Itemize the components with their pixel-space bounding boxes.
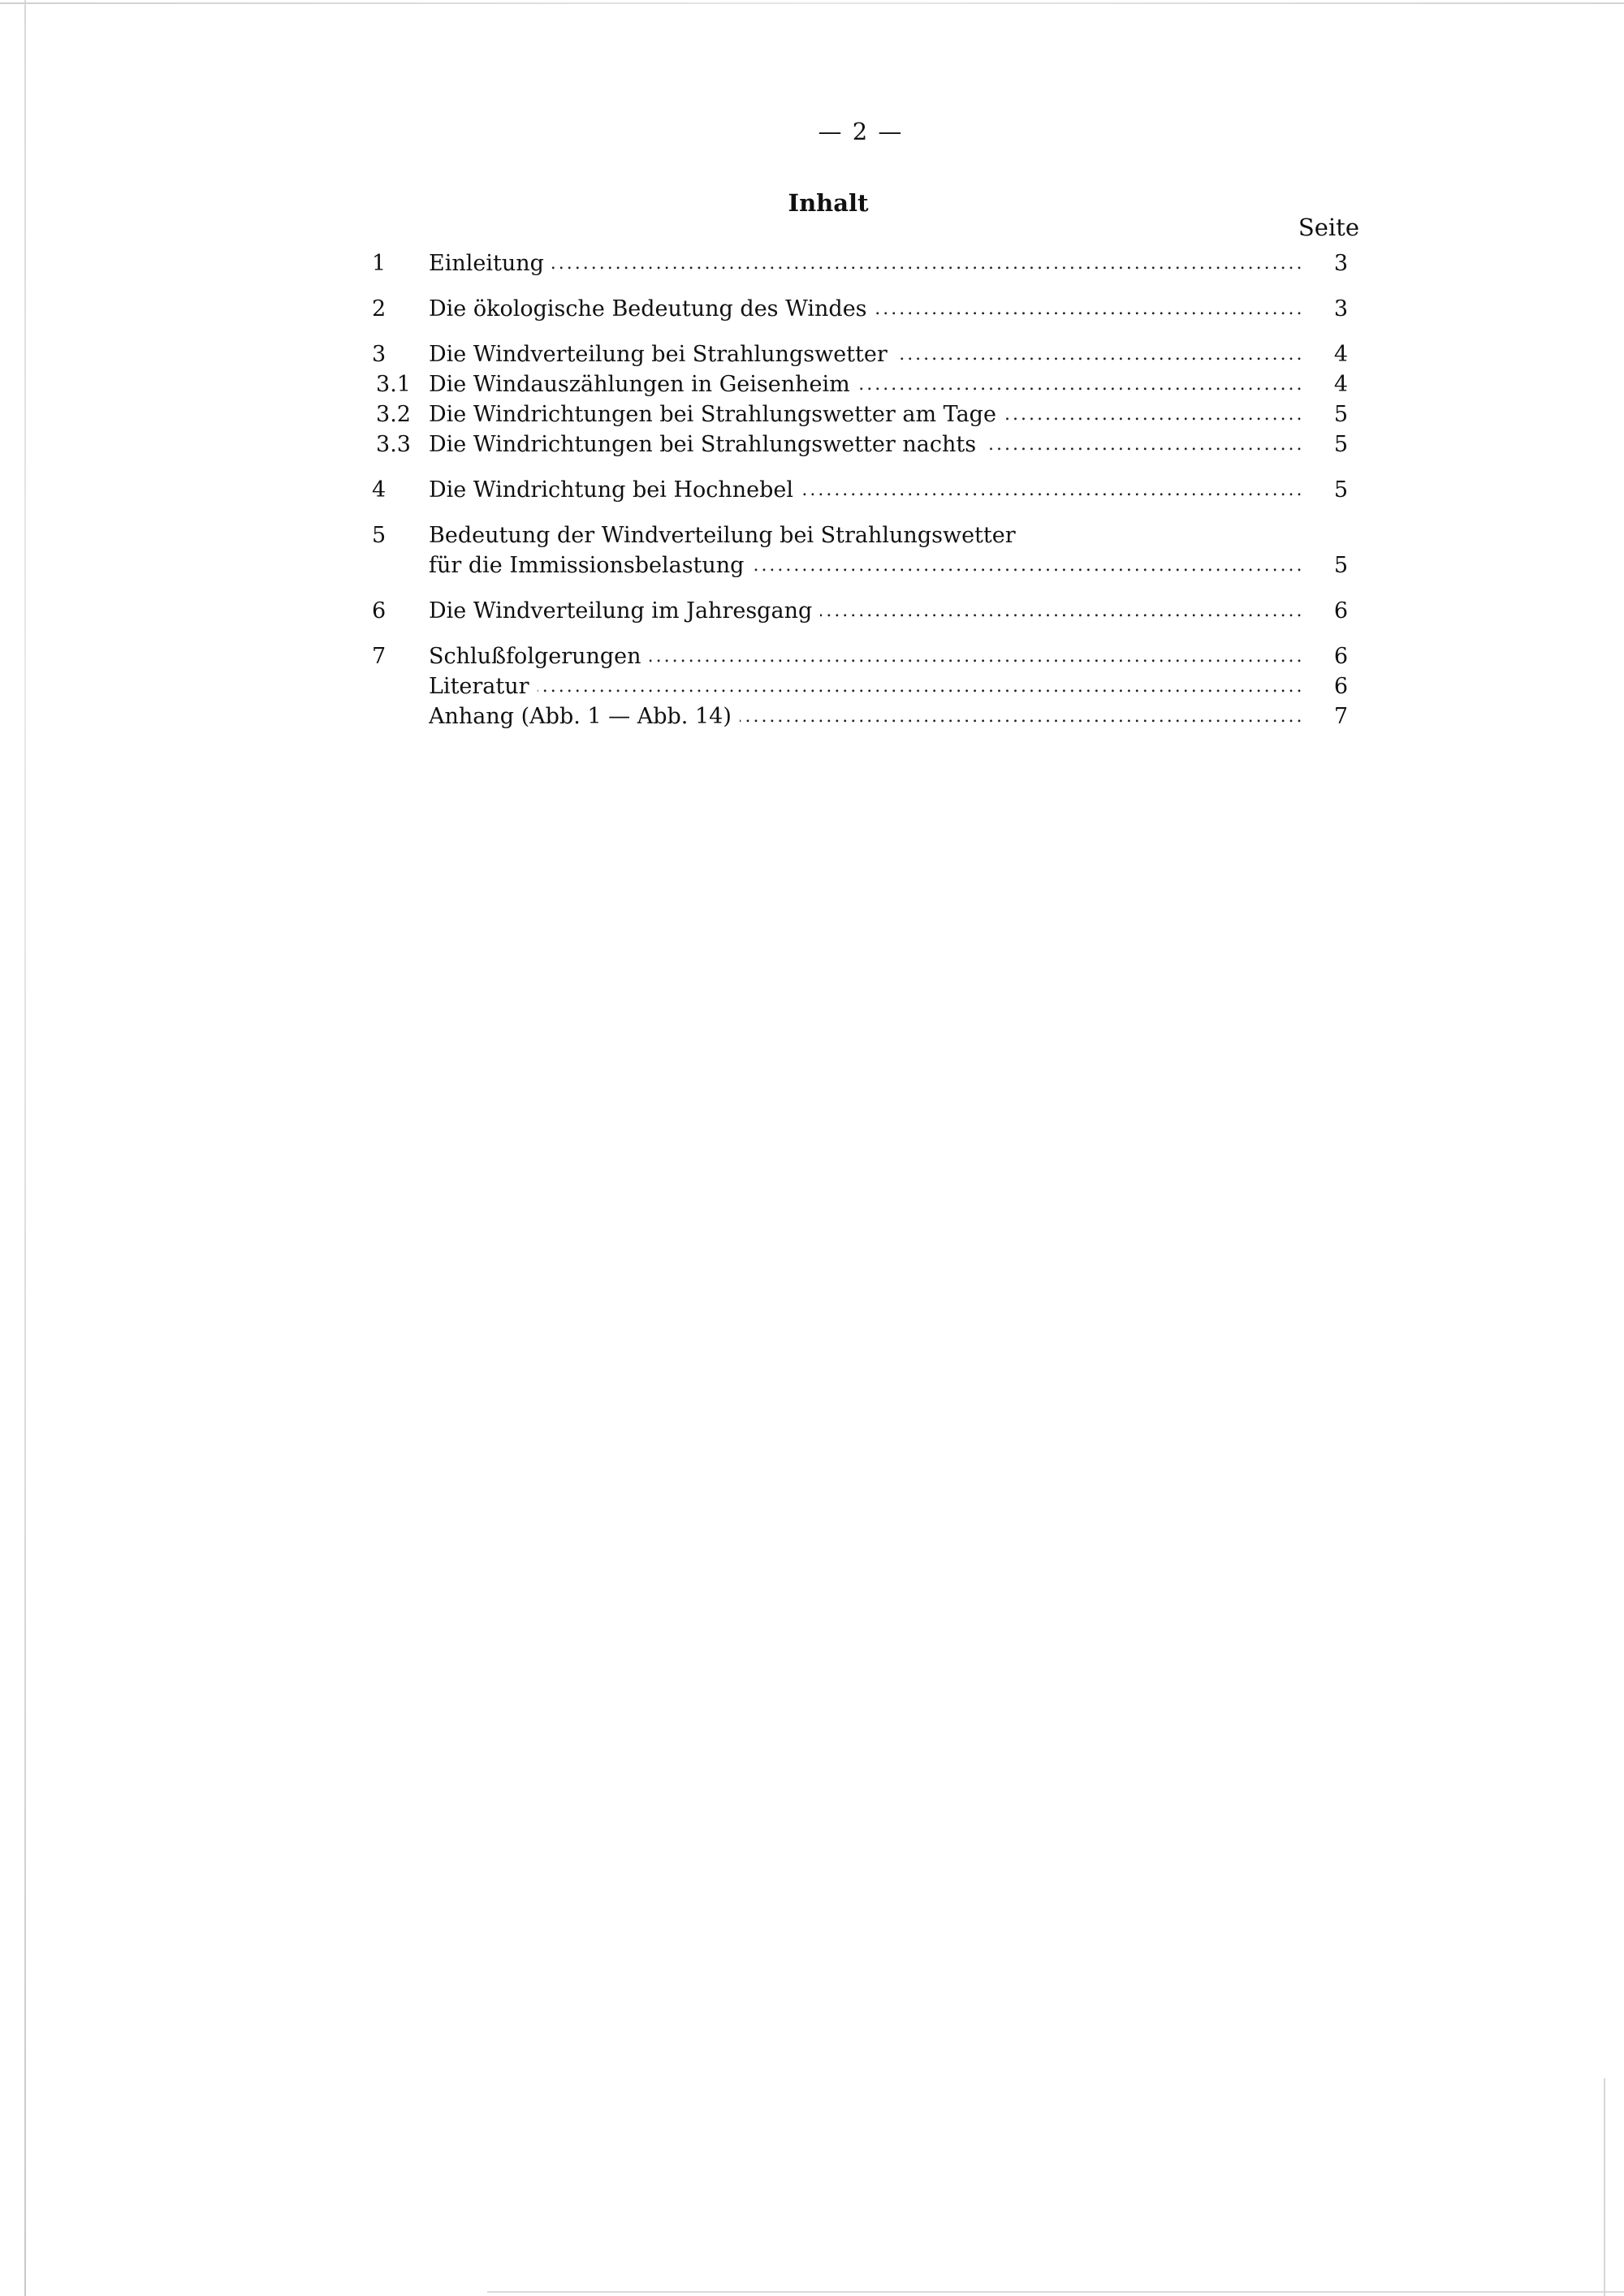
toc-entry-number: 3 — [372, 342, 387, 367]
toc-entry-title: Die Windverteilung bei Strahlungswetter . . . — [429, 339, 1301, 369]
scan-edge-bottom — [487, 2291, 1624, 2293]
toc-entry-title: Einleitung . . . — [429, 248, 1301, 278]
toc-entry[interactable] — [357, 399, 1348, 429]
toc-entry-number: 3.2 — [376, 402, 411, 427]
toc-entry-title: Bedeutung der Windverteilung bei Strahlungswetter — [429, 520, 1301, 550]
toc-entry[interactable] — [357, 369, 1348, 399]
toc-entry[interactable] — [357, 701, 1348, 732]
toc-entry-title: Die Windauszählungen in Geisenheim . . . — [429, 369, 1301, 399]
toc-entry[interactable] — [357, 294, 1348, 324]
scan-edge-left — [24, 0, 26, 2296]
toc-entry-page: 5 — [1333, 402, 1348, 427]
scan-edge-right — [1604, 2078, 1605, 2296]
toc-entry-continuation[interactable] — [357, 550, 1348, 580]
toc-entry-page: 7 — [1333, 704, 1348, 729]
toc-entry-title-continued: für die Immissionsbelastung . . . — [429, 550, 1301, 580]
toc-entry-title: Schlußfolgerungen . . . — [429, 641, 1301, 671]
toc-entry[interactable] — [357, 520, 1348, 550]
toc-entry-number: 7 — [372, 644, 387, 669]
page-column-header: Seite — [1298, 214, 1359, 241]
toc-entry-title: Die ökologische Bedeutung des Windes . . . — [429, 294, 1301, 324]
toc-entry-number: 1 — [372, 251, 387, 276]
toc-entry[interactable] — [357, 475, 1348, 505]
toc-entry-page: 6 — [1333, 644, 1348, 669]
toc-entry-page: 6 — [1333, 674, 1348, 699]
toc-entry-page: 5 — [1333, 553, 1348, 578]
toc-entry[interactable] — [357, 339, 1348, 369]
toc-entry[interactable] — [357, 671, 1348, 701]
toc-entry-title: Anhang (Abb. 1 — Abb. 14) . . . — [429, 701, 1301, 732]
toc-entry-title: Die Windrichtungen bei Strahlungswetter nachts . . . — [429, 429, 1301, 460]
toc-entry[interactable] — [357, 641, 1348, 671]
toc-title: Inhalt — [788, 189, 869, 217]
toc-entry[interactable] — [357, 248, 1348, 278]
toc-entry-number: 2 — [372, 296, 387, 322]
scan-edge-top — [0, 2, 1624, 4]
toc-entry-number: 5 — [372, 523, 387, 548]
toc-entry-number: 3.3 — [376, 432, 411, 457]
toc-entry-title: Die Windrichtung bei Hochnebel . . . — [429, 475, 1301, 505]
table-of-contents — [357, 248, 1348, 732]
toc-entry-number: 6 — [372, 598, 387, 624]
toc-entry[interactable] — [357, 429, 1348, 460]
toc-entry-page: 6 — [1333, 598, 1348, 624]
toc-entry-title: Literatur . . . — [429, 671, 1301, 701]
toc-entry-page: 5 — [1333, 477, 1348, 503]
toc-entry-number: 4 — [372, 477, 387, 503]
toc-entry[interactable] — [357, 596, 1348, 626]
toc-entry-page: 4 — [1333, 372, 1348, 397]
page-number: — 2 — — [818, 118, 904, 145]
toc-entry-page: 3 — [1333, 296, 1348, 322]
toc-entry-page: 5 — [1333, 432, 1348, 457]
toc-entry-page: 4 — [1333, 342, 1348, 367]
toc-entry-title: Die Windverteilung im Jahresgang . . . — [429, 596, 1301, 626]
toc-entry-title: Die Windrichtungen bei Strahlungswetter am Tage . . . — [429, 399, 1301, 429]
toc-entry-number: 3.1 — [376, 372, 411, 397]
toc-entry-page: 3 — [1333, 251, 1348, 276]
